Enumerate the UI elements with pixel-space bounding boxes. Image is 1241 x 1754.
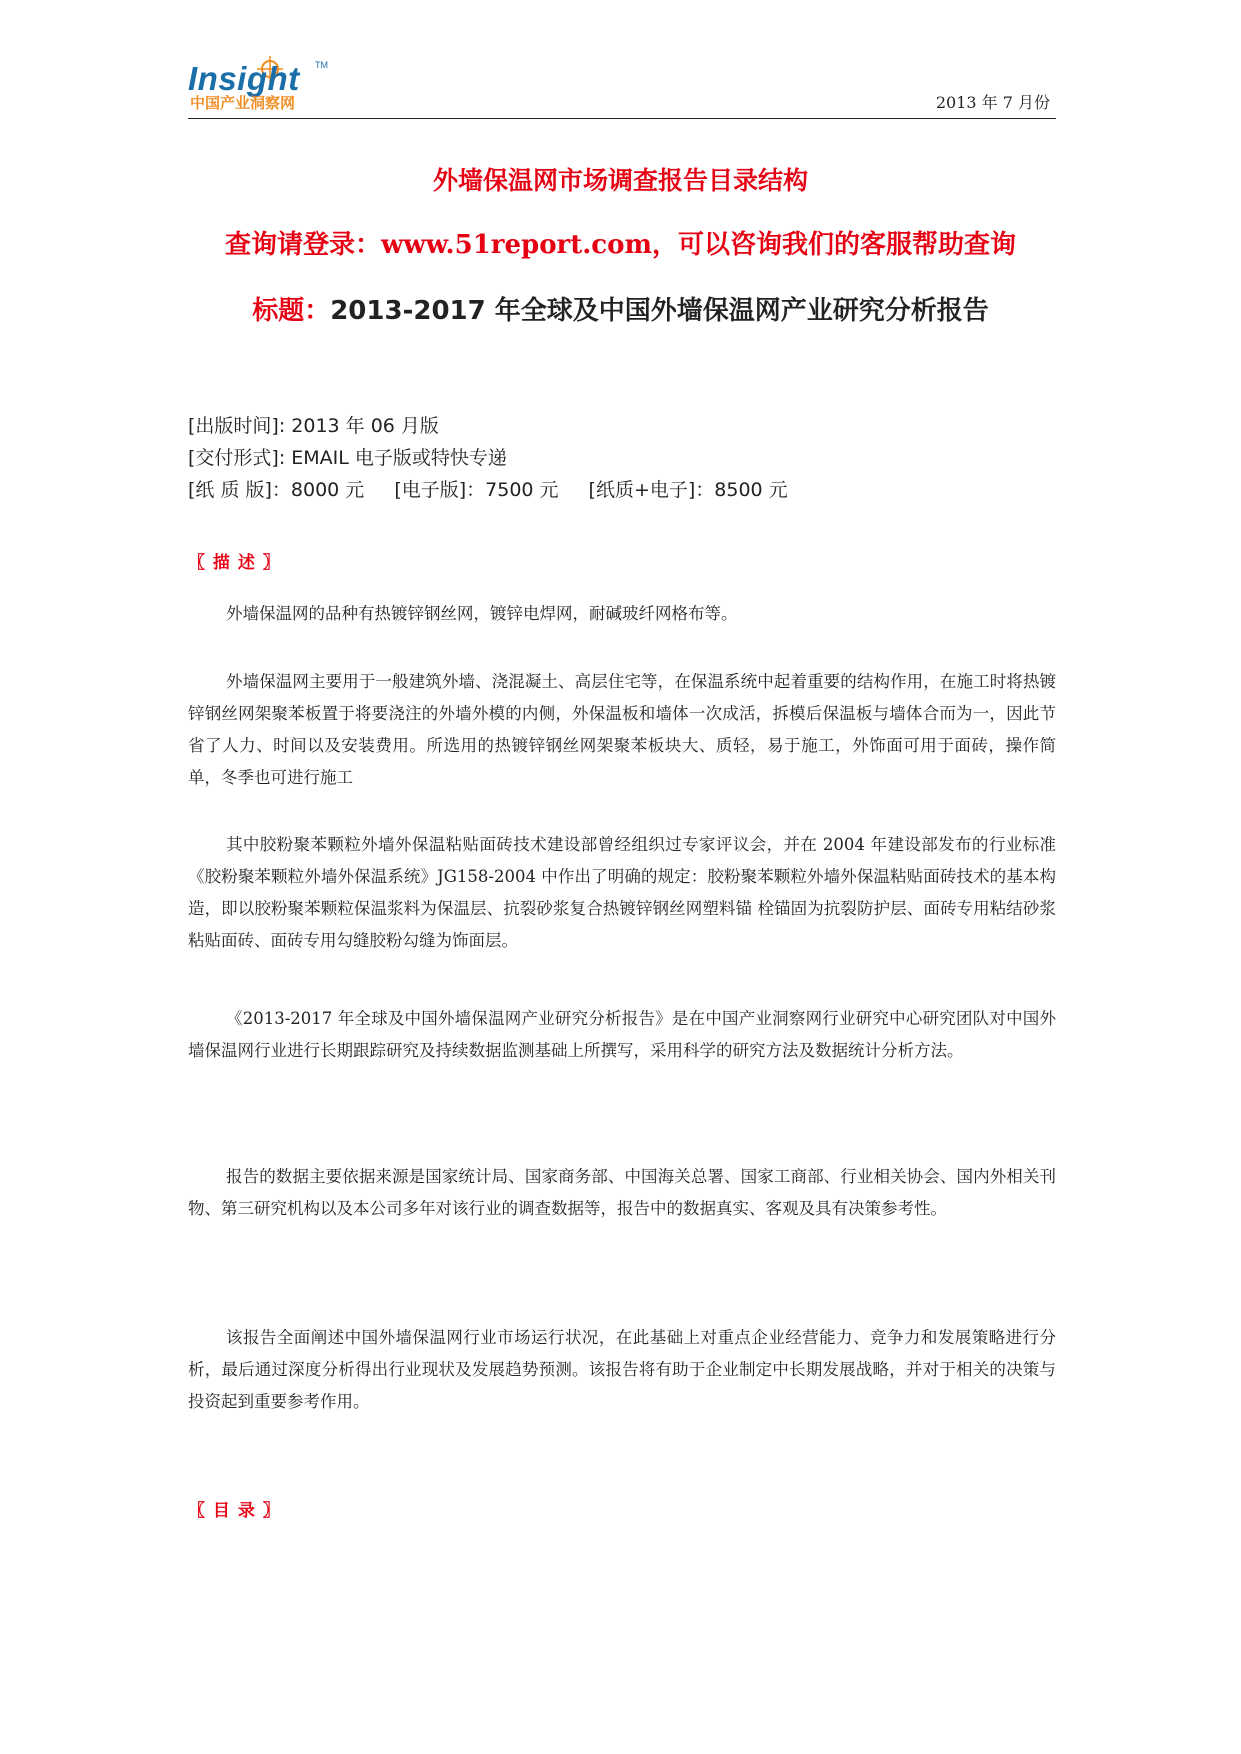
report-title-line [0, 296, 1241, 327]
price-line [188, 474, 788, 506]
delivery-format: [交付形式]: EMAIL 电子版或特快专递 [188, 447, 507, 469]
report-title: 2013-2017 年全球及中国外墙保温网产业研究分析报告 [330, 296, 989, 326]
publish-time: [出版时间]: 2013 年 06 月版 [188, 415, 439, 437]
insight-logo [188, 56, 348, 114]
logo-wordmark: Insight [188, 60, 300, 97]
description-paragraph: 该报告全面阐述中国外墙保温网行业市场运行状况，在此基础上对重点企业经营能力、竞争力和发展策略进行分析，最后通过深度分析得出行业现状及发展趋势预测。该报告将有助于企业制定中长期发展战略，并对于相关的决策与投资起到重要参考作用。 [188, 1328, 1056, 1411]
query-prefix: 查询请登录： [225, 230, 382, 260]
report-info [188, 410, 788, 506]
query-suffix: ，可以咨询我们的客服帮助查询 [651, 230, 1016, 260]
price-electronic: [电子版]：7500 元 [394, 479, 559, 501]
header-date: 2013 年 7 月份 [935, 93, 1050, 112]
description-paragraph: 外墙保温网主要用于一般建筑外墙、浇混凝土、高层住宅等，在保温系统中起着重要的结构作用，在施工时将热镀锌钢丝网架聚苯板置于将要浇注的外墙外模的内侧，外保温板和墙体一次成活，拆模后保温板与墙体合而为一，因此节省了人力、时间以及安装费用。所选用的热镀锌钢丝网架聚苯板块大、质轻，易于施工，外饰面可用于面砖，操作简单，冬季也可进行施工 [188, 672, 1056, 787]
query-url-link[interactable]: www.51report.com [381, 230, 652, 260]
price-paper: [纸 质 版]：8000 元 [188, 479, 365, 501]
description-heading: 〖 描 述 〗 [188, 553, 281, 573]
report-title-label: 标题： [252, 296, 331, 326]
page-title: 外墙保温网市场调查报告目录结构 [432, 166, 808, 195]
page-header [188, 52, 1056, 119]
description-paragraph: 外墙保温网的品种有热镀锌钢丝网，镀锌电焊网，耐碱玻纤网格布等。 [226, 604, 738, 623]
query-line [0, 230, 1241, 261]
price-both: [纸质+电子]：8500 元 [588, 479, 788, 501]
description-paragraph: 报告的数据主要依据来源是国家统计局、国家商务部、中国海关总署、国家工商部、行业相关协会、国内外相关刊物、第三研究机构以及本公司多年对该行业的调查数据等，报告中的数据真实、客观及具有决策参考性。 [188, 1167, 1056, 1218]
description-paragraph: 《2013-2017 年全球及中国外墙保温网产业研究分析报告》是在中国产业洞察网行业研究中心研究团队对中国外墙保温网行业进行长期跟踪研究及持续数据监测基础上所撰写，采用科学的研究方法及数据统计分析方法。 [188, 1009, 1056, 1060]
toc-heading: 〖 目 录 〗 [188, 1501, 281, 1521]
logo-subtitle: 中国产业洞察网 [190, 94, 296, 112]
description-paragraph: 其中胶粉聚苯颗粒外墙外保温粘贴面砖技术建设部曾经组织过专家评议会，并在 2004 年建设部发布的行业标准《胶粉聚苯颗粒外墙外保温系统》JG158-2004 中作出了明确的规定：胶粉聚苯颗粒外墙外保温粘贴面砖技术的基本构造，即以胶粉聚苯颗粒保温浆料为保温层、抗裂砂浆复合热镀锌钢丝网塑料锚 栓锚固为抗裂防护层、面砖专用粘结砂浆粘贴面砖、面砖专用勾缝胶粉勾缝为饰面层。 [188, 835, 1056, 950]
logo-trademark: TM [315, 60, 328, 70]
